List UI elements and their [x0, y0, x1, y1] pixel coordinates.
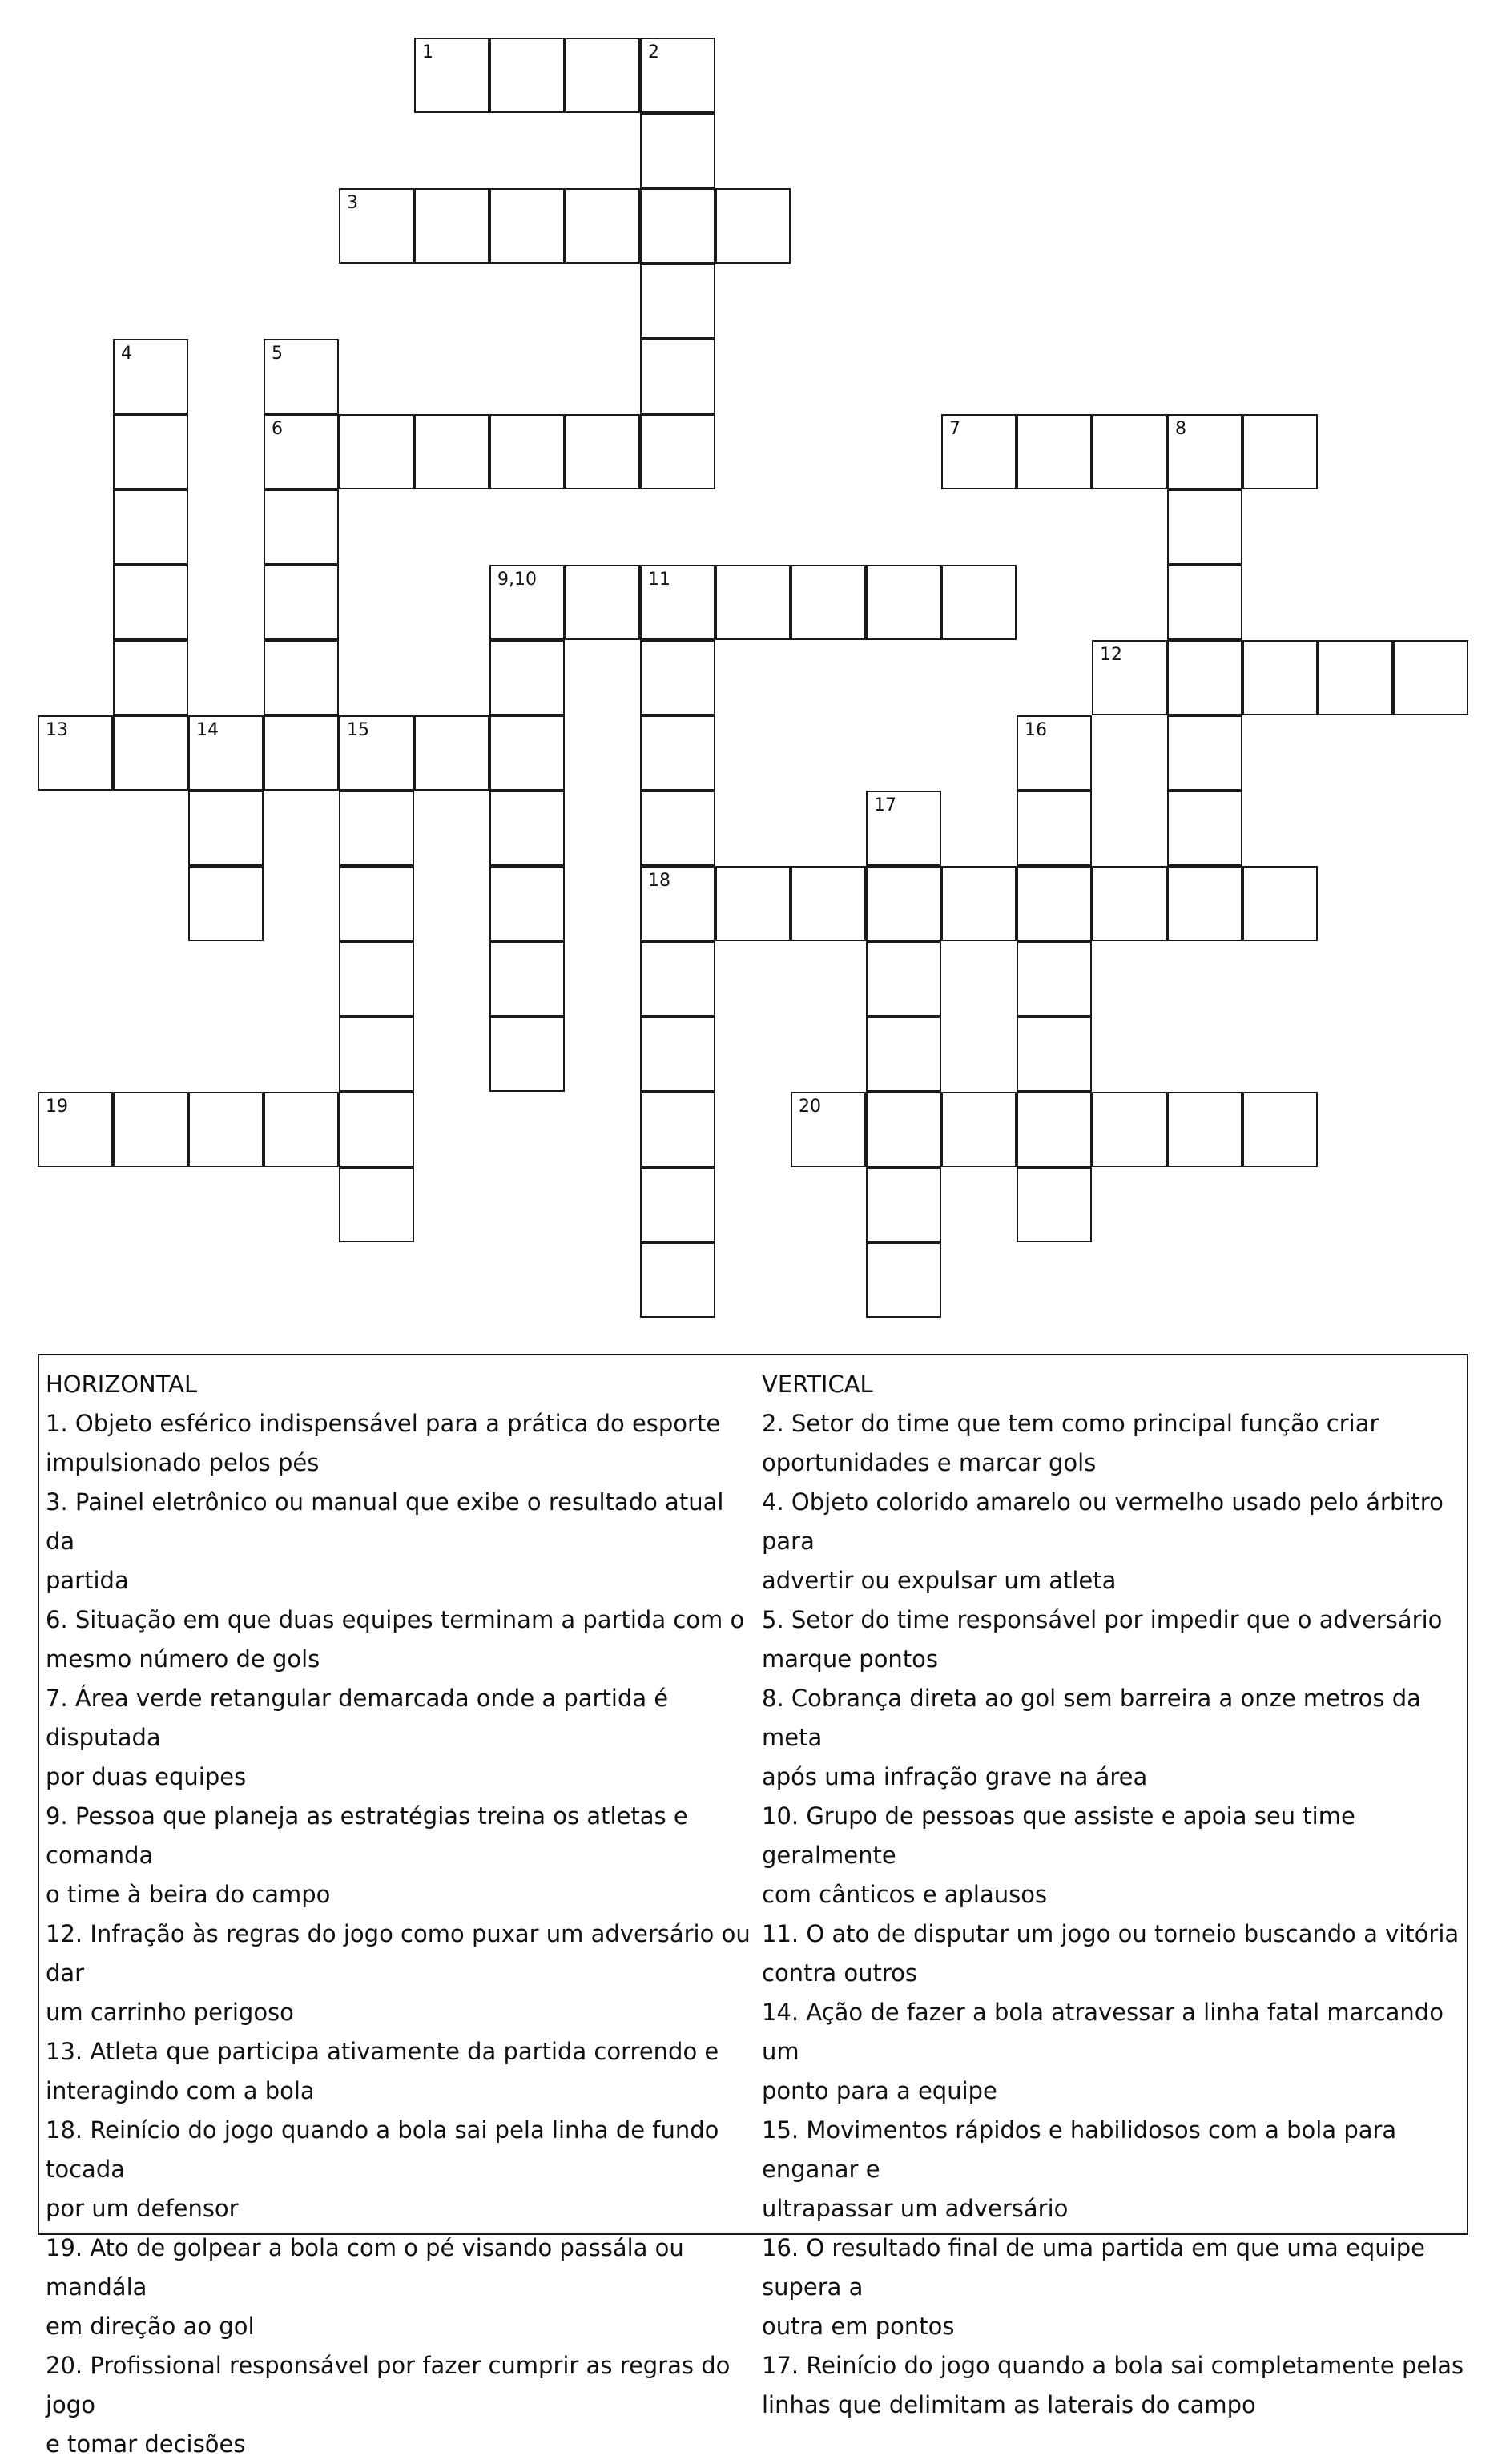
crossword-cell[interactable]: [264, 1092, 339, 1167]
crossword-cell[interactable]: [866, 791, 941, 866]
vertical-clue-line: advertir ou expulsar um atleta: [762, 1567, 1117, 1594]
crossword-cell[interactable]: [264, 715, 339, 791]
crossword-cell[interactable]: [489, 414, 565, 489]
vertical-clue-line: contra outros: [762, 1959, 917, 1987]
crossword-cell[interactable]: [188, 866, 264, 941]
crossword-cell[interactable]: [791, 1092, 866, 1167]
crossword-cell[interactable]: [113, 489, 188, 565]
crossword-cell[interactable]: [640, 1167, 715, 1242]
clue-number: 18: [648, 871, 670, 891]
horizontal-clue-line: em direção ao gol: [46, 2313, 255, 2340]
crossword-cell[interactable]: [1017, 1167, 1092, 1242]
clue-number: 13: [46, 720, 68, 740]
crossword-cell[interactable]: [1167, 715, 1242, 791]
crossword-cell[interactable]: [1017, 941, 1092, 1017]
crossword-cell[interactable]: [1017, 715, 1092, 791]
crossword-cell[interactable]: [339, 1017, 414, 1092]
vertical-clue-line: 10. Grupo de pessoas que assiste e apoia seu time geralmente: [762, 1802, 1355, 1869]
crossword-cell[interactable]: [866, 1167, 941, 1242]
crossword-cell[interactable]: [1242, 866, 1318, 941]
horizontal-clue-line: 7. Área verde retangular demarcada onde a partida é disputada: [46, 1685, 669, 1751]
crossword-cell[interactable]: [1017, 866, 1092, 941]
clue-number: 12: [1100, 645, 1122, 665]
crossword-cell[interactable]: [414, 414, 489, 489]
crossword-cell[interactable]: [188, 1092, 264, 1167]
horizontal-clue-line: 12. Infração às regras do jogo como puxar um adversário ou dar: [46, 1920, 751, 1987]
crossword-cell[interactable]: [1242, 640, 1318, 715]
crossword-cell[interactable]: [640, 339, 715, 414]
horizontal-clue-line: impulsionado pelos pés: [46, 1449, 320, 1476]
clue-number: 2: [648, 42, 659, 62]
vertical-clue-line: 4. Objeto colorido amarelo ou vermelho usado pelo árbitro para: [762, 1488, 1444, 1555]
crossword-cell[interactable]: [38, 715, 113, 791]
crossword-cell[interactable]: [339, 941, 414, 1017]
crossword-cell[interactable]: [1167, 791, 1242, 866]
crossword-cell[interactable]: [941, 565, 1017, 640]
crossword-cell[interactable]: [1092, 640, 1167, 715]
vertical-title: VERTICAL: [762, 1371, 873, 1398]
clue-number: 16: [1025, 720, 1047, 740]
crossword-cell[interactable]: [640, 414, 715, 489]
vertical-clues: [762, 1365, 1467, 2425]
vertical-clue-line: 17. Reinício do jogo quando a bola sai completamente pelas: [762, 2352, 1464, 2379]
crossword-cell[interactable]: [640, 640, 715, 715]
crossword-cell[interactable]: [414, 188, 489, 264]
crossword-cell[interactable]: [188, 715, 264, 791]
horizontal-clue-line: um carrinho perigoso: [46, 1999, 294, 2026]
crossword-cell[interactable]: [1092, 414, 1167, 489]
crossword-cell[interactable]: [640, 715, 715, 791]
crossword-cell[interactable]: [866, 1017, 941, 1092]
crossword-cell[interactable]: [339, 414, 414, 489]
clue-number: 19: [46, 1097, 68, 1117]
crossword-cell[interactable]: [1167, 414, 1242, 489]
horizontal-clue-line: 18. Reinício do jogo quando a bola sai pela linha de fundo tocada: [46, 2116, 719, 2183]
vertical-clue-line: marque pontos: [762, 1645, 939, 1673]
clue-number: 4: [121, 344, 132, 364]
clue-number: 6: [272, 419, 283, 439]
horizontal-clues: [46, 1365, 751, 2464]
vertical-clue-line: 14. Ação de fazer a bola atravessar a linha fatal marcando um: [762, 1999, 1444, 2065]
horizontal-clue-line: 20. Profissional responsável por fazer cumprir as regras do jogo: [46, 2352, 731, 2418]
crossword-cell[interactable]: [264, 565, 339, 640]
horizontal-clue-line: mesmo número de gols: [46, 1645, 320, 1673]
crossword-cell[interactable]: [264, 339, 339, 414]
clue-number: 15: [347, 720, 369, 740]
crossword-cell[interactable]: [1167, 866, 1242, 941]
crossword-cell[interactable]: [339, 1092, 414, 1167]
horizontal-title: HORIZONTAL: [46, 1371, 198, 1398]
crossword-cell[interactable]: [339, 791, 414, 866]
crossword-cell[interactable]: [1092, 1092, 1167, 1167]
crossword-cell[interactable]: [640, 1017, 715, 1092]
horizontal-clue-line: 19. Ato de golpear a bola com o pé visando passála ou mandála: [46, 2234, 684, 2301]
vertical-clue-line: 11. O ato de disputar um jogo ou torneio buscando a vitória: [762, 1920, 1460, 1947]
vertical-clue-line: 15. Movimentos rápidos e habilidosos com a bola para enganar e: [762, 2116, 1397, 2183]
clue-number: 7: [949, 419, 960, 439]
crossword-cell[interactable]: [640, 264, 715, 339]
crossword-cell[interactable]: [113, 715, 188, 791]
crossword-cell[interactable]: [1242, 1092, 1318, 1167]
crossword-cell[interactable]: [565, 188, 640, 264]
horizontal-clue-list: [46, 1404, 751, 2464]
crossword-cell[interactable]: [188, 791, 264, 866]
vertical-clue-line: oportunidades e marcar gols: [762, 1449, 1097, 1476]
vertical-clue-line: 8. Cobrança direta ao gol sem barreira a onze metros da meta: [762, 1685, 1421, 1751]
crossword-cell[interactable]: [489, 38, 565, 113]
crossword-cell[interactable]: [1167, 1092, 1242, 1167]
horizontal-clue-line: e tomar decisões: [46, 2430, 246, 2458]
crossword-cell[interactable]: [941, 866, 1017, 941]
crossword-cell[interactable]: [866, 565, 941, 640]
crossword-cell[interactable]: [1092, 866, 1167, 941]
crossword-cell[interactable]: [414, 38, 489, 113]
crossword-cell[interactable]: [565, 414, 640, 489]
crossword-cell[interactable]: [640, 791, 715, 866]
crossword-cell[interactable]: [640, 1242, 715, 1318]
horizontal-clue-line: 3. Painel eletrônico ou manual que exibe o resultado atual da: [46, 1488, 724, 1555]
crossword-cell[interactable]: [715, 188, 791, 264]
crossword-cell[interactable]: [489, 866, 565, 941]
crossword-cell[interactable]: [264, 640, 339, 715]
crossword-cell[interactable]: [640, 565, 715, 640]
crossword-cell[interactable]: [640, 38, 715, 113]
clue-number: 11: [648, 570, 670, 590]
horizontal-clue-line: por duas equipes: [46, 1763, 247, 1790]
crossword-cell[interactable]: [113, 1092, 188, 1167]
clue-number: 8: [1175, 419, 1186, 439]
crossword-cell[interactable]: [489, 941, 565, 1017]
clue-number: 1: [422, 42, 433, 62]
crossword-cell[interactable]: [113, 414, 188, 489]
crossword-cell[interactable]: [1167, 489, 1242, 565]
horizontal-clue-line: 1. Objeto esférico indispensável para a prática do esporte: [46, 1410, 721, 1437]
crossword-cell[interactable]: [489, 565, 565, 640]
crossword-cell[interactable]: [339, 866, 414, 941]
horizontal-clue-line: o time à beira do campo: [46, 1881, 331, 1908]
crossword-cell[interactable]: [1017, 414, 1092, 489]
crossword-cell[interactable]: [339, 188, 414, 264]
crossword-cell[interactable]: [1393, 640, 1468, 715]
crossword-cell[interactable]: [565, 565, 640, 640]
vertical-clue-line: 16. O resultado final de uma partida em que uma equipe supera a: [762, 2234, 1425, 2301]
crossword-cell[interactable]: [489, 188, 565, 264]
vertical-clue-line: linhas que delimitam as laterais do campo: [762, 2391, 1256, 2418]
crossword-cell[interactable]: [1318, 640, 1393, 715]
clue-number: 14: [196, 720, 219, 740]
vertical-clue-line: após uma infração grave na área: [762, 1763, 1148, 1790]
crossword-cell[interactable]: [264, 489, 339, 565]
crossword-cell[interactable]: [489, 640, 565, 715]
crossword-cell[interactable]: [414, 715, 489, 791]
crossword-cell[interactable]: [640, 113, 715, 188]
crossword-cell[interactable]: [866, 1242, 941, 1318]
vertical-clue-line: com cânticos e aplausos: [762, 1881, 1048, 1908]
crossword-cell[interactable]: [941, 414, 1017, 489]
clue-number: 5: [272, 344, 283, 364]
crossword-cell[interactable]: [565, 38, 640, 113]
crossword-cell[interactable]: [1017, 1092, 1092, 1167]
clue-number: 17: [874, 795, 896, 815]
vertical-clue-list: [762, 1404, 1467, 2425]
crossword-cell[interactable]: [640, 1092, 715, 1167]
horizontal-clue-line: partida: [46, 1567, 129, 1594]
vertical-clue-line: outra em pontos: [762, 2313, 955, 2340]
crossword-cell[interactable]: [38, 1092, 113, 1167]
crossword-cell[interactable]: [715, 866, 791, 941]
crossword-cell[interactable]: [339, 715, 414, 791]
horizontal-clue-line: 9. Pessoa que planeja as estratégias treina os atletas e comanda: [46, 1802, 688, 1869]
horizontal-clue-line: interagindo com a bola: [46, 2077, 315, 2104]
crossword-cell[interactable]: [866, 1092, 941, 1167]
crossword-cell[interactable]: [640, 941, 715, 1017]
crossword-cell[interactable]: [866, 866, 941, 941]
crossword-cell[interactable]: [640, 866, 715, 941]
crossword-cell[interactable]: [113, 565, 188, 640]
crossword-cell[interactable]: [866, 941, 941, 1017]
vertical-clue-line: ponto para a equipe: [762, 2077, 997, 2104]
crossword-cell[interactable]: [489, 791, 565, 866]
clue-number: 20: [799, 1097, 821, 1117]
crossword-cell[interactable]: [1167, 565, 1242, 640]
crossword-cell[interactable]: [339, 1167, 414, 1242]
clue-number: 3: [347, 193, 358, 213]
crossword-cell[interactable]: [791, 565, 866, 640]
crossword-cell[interactable]: [489, 1017, 565, 1092]
clues-box: [38, 1354, 1468, 2458]
vertical-clue-line: 2. Setor do time que tem como principal função criar: [762, 1410, 1379, 1437]
crossword-cell[interactable]: [941, 1092, 1017, 1167]
crossword-cell[interactable]: [113, 339, 188, 414]
crossword-cell[interactable]: [715, 565, 791, 640]
crossword-cell[interactable]: [791, 866, 866, 941]
horizontal-clue-line: 6. Situação em que duas equipes terminam a partida com o: [46, 1606, 745, 1633]
crossword-cell[interactable]: [640, 188, 715, 264]
crossword-cell[interactable]: [1017, 791, 1092, 866]
crossword-cell[interactable]: [1017, 1017, 1092, 1092]
clue-number: 9,10: [497, 570, 537, 590]
horizontal-clue-line: 13. Atleta que participa ativamente da partida correndo e: [46, 2038, 719, 2065]
crossword-cell[interactable]: [1242, 414, 1318, 489]
crossword-cell[interactable]: [113, 640, 188, 715]
crossword-cell[interactable]: [1167, 640, 1242, 715]
crossword-cell[interactable]: [489, 715, 565, 791]
horizontal-clue-line: por um defensor: [46, 2195, 239, 2222]
vertical-clue-line: 5. Setor do time responsável por impedir que o adversário: [762, 1606, 1443, 1633]
vertical-clue-line: ultrapassar um adversário: [762, 2195, 1069, 2222]
crossword-cell[interactable]: [264, 414, 339, 489]
